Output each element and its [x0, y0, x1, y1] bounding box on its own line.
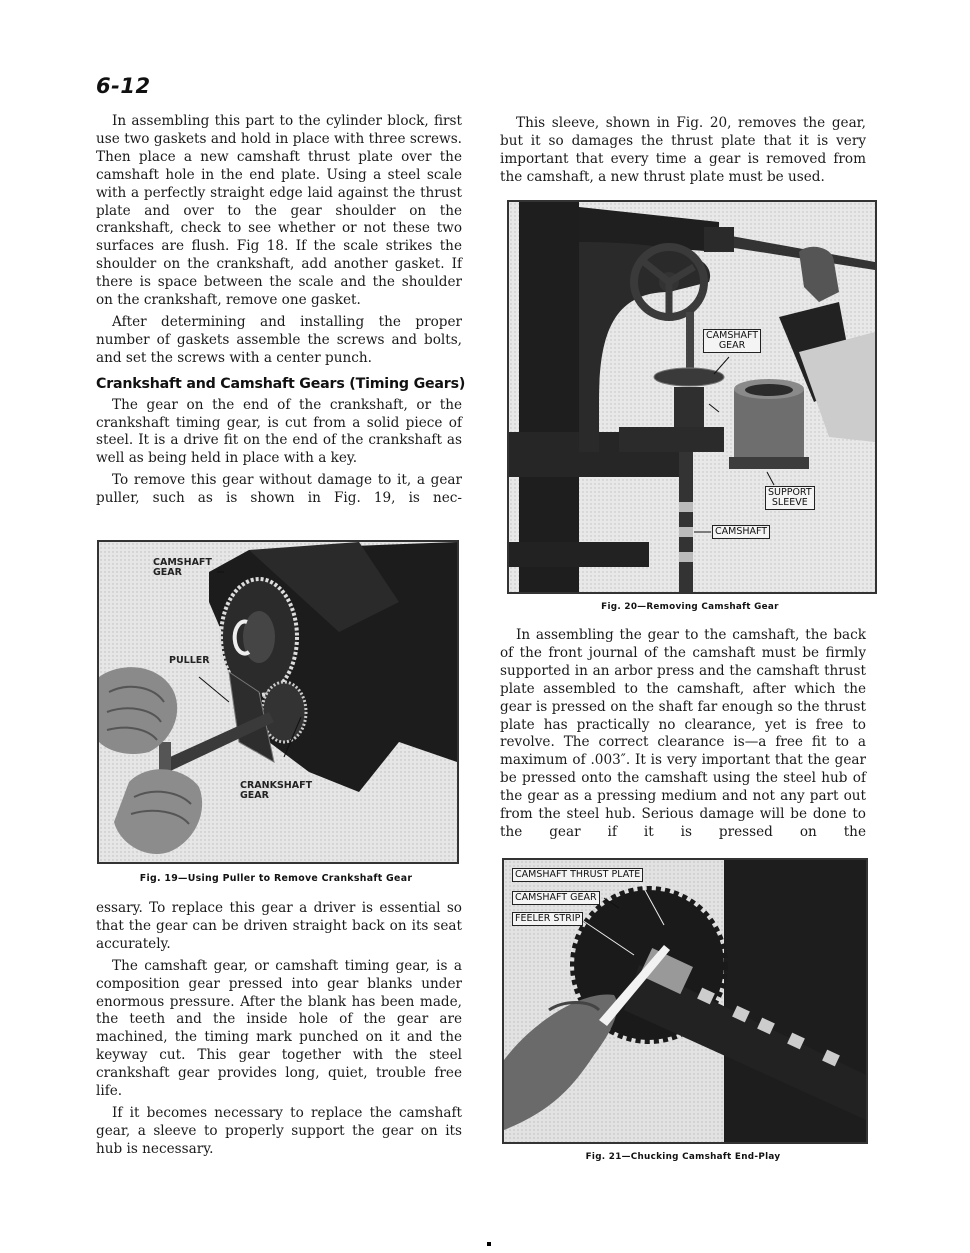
paragraph: In assembling the gear to the camshaft, the back of the front journal of the camshaft must be firmly supported in an arbor press and the camshaft thrust plate assembled to the camshaft, after which the gear is pressed on the shaft far enough so the thrust plate has practically no clearance, yet is free to revolve. The correct clearance is—a free fit to a maximum of .003″. It is very important that the gear be pressed onto the camshaft using the steel hub of the gear as a pressing medium and not any part out from the steel hub. Serious damage will be done to the gear if it is pressed on the	[500, 627, 866, 840]
callout-line: SLEEVE	[771, 497, 808, 508]
fig21-callout-thrust-plate: CAMSHAFT THRUST PLATE	[512, 868, 643, 882]
fig19-callout-puller: PULLER	[169, 655, 210, 666]
fig19-callout-crankshaft-gear	[240, 781, 312, 801]
figure-19-photo	[97, 540, 459, 864]
left-column-continued	[96, 900, 462, 1163]
fig20-callout-support-sleeve	[765, 486, 815, 510]
callout-line: GEAR	[153, 567, 182, 578]
callout-line: CAMSHAFT	[153, 557, 212, 568]
fig20-callout-camshaft: CAMSHAFT	[712, 525, 770, 539]
right-column	[500, 115, 866, 191]
paragraph: The camshaft gear, or camshaft timing gear, is a composition gear pressed into gear blanks under enormous pressure. After the blank has been made, the teeth and the inside hole of the gear are machined, the timing mark punched on it and the keyway cut. This gear together with the steel crankshaft gear provides long, quiet, trouble free life.	[96, 957, 462, 1100]
section-heading: Crankshaft and Camshaft Gears (Timing Gears)	[96, 375, 466, 392]
paragraph: After determining and installing the proper number of gaskets assemble the screws and bolts, and set the screws with a center punch.	[96, 313, 462, 366]
page-mark	[487, 1242, 491, 1246]
figure-20-photo	[507, 200, 877, 594]
figure-21-photo	[502, 858, 868, 1144]
fig19-callout-camshaft-gear	[153, 558, 212, 578]
paragraph: essary. To replace this gear a driver is essential so that the gear can be driven straight back on its seat accurately.	[96, 900, 462, 952]
paragraph: In assembling this part to the cylinder block, first use two gaskets and hold in place with three screws. Then place a new camshaft thrust plate over the camshaft hole in the end plate. Using a steel scale with a perfectly straight edge laid against the thrust plate and over to the gear shoulder on the crankshaft, check to see whether or not these two surfaces are flush. Fig 18. If the scale strikes the shoulder on the crankshaft, add another gasket. If there is space between the scale and the shoulder on the crankshaft, remove one gasket.	[96, 113, 462, 309]
fig21-callout-feeler-strip: FEELER STRIP	[512, 912, 583, 926]
callout-line: CRANKSHAFT	[240, 780, 313, 791]
left-column	[96, 113, 466, 512]
figure-21-caption: Fig. 21—Chucking Camshaft End-Play	[585, 1152, 781, 1162]
arbor-press-photo-illustration	[509, 202, 875, 592]
callout-line: SUPPORT	[768, 487, 812, 498]
page-number: 6-12	[96, 74, 151, 98]
fig21-callout-camshaft-gear: CAMSHAFT GEAR	[512, 891, 600, 905]
callout-line: GEAR	[240, 790, 269, 801]
paragraph: This sleeve, shown in Fig. 20, removes the gear, but it so damages the thrust plate that it is very important that every time a gear is removed from the camshaft, a new thrust plate must be used.	[500, 115, 866, 185]
figure-20-caption: Fig. 20—Removing Camshaft Gear	[601, 602, 779, 612]
right-column-continued	[500, 627, 866, 846]
paragraph: To remove this gear without damage to it, a gear puller, such as is shown in Fig. 19, is nec-	[96, 472, 462, 507]
paragraph: If it becomes necessary to replace the camshaft gear, a sleeve to properly support the gear on its hub is necessary.	[96, 1104, 462, 1157]
figure-19-caption: Fig. 19—Using Puller to Remove Crankshaft Gear	[139, 873, 413, 884]
callout-line: GEAR	[718, 340, 746, 351]
paragraph: The gear on the end of the crankshaft, or the crankshaft timing gear, is cut from a solid piece of steel. It is a drive fit on the end of the crankshaft as well as being held in place with a key.	[96, 396, 462, 467]
callout-line: CAMSHAFT	[706, 330, 759, 341]
puller-photo-illustration	[99, 542, 457, 862]
fig20-callout-camshaft-gear	[703, 329, 761, 353]
